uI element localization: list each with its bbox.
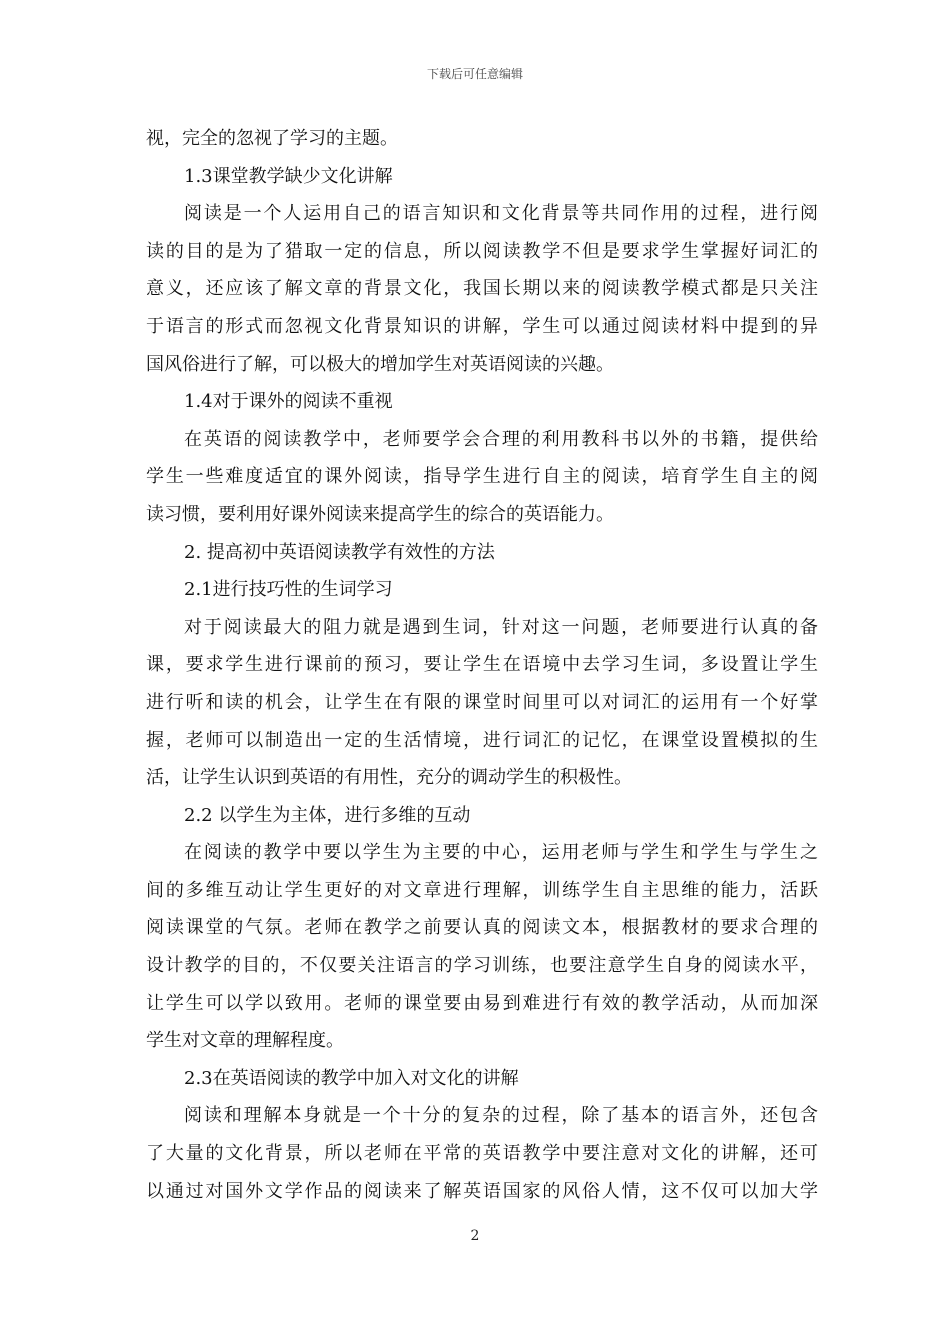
paragraph-line: 阅读和理解本身就是一个十分的复杂的过程，除了基本的语言外，还包含 (184, 1105, 818, 1127)
paragraph-line: 阅读课堂的气氛。老师在教学之前要认真的阅读文本，根据教材的要求合理的 (146, 917, 818, 939)
document-body (146, 120, 818, 1210)
paragraph-line: 对于阅读最大的阻力就是遇到生词，针对这一问题，老师要进行认真的备 (184, 616, 818, 638)
paragraph-line: 让学生可以学以致用。老师的课堂要由易到难进行有效的教学活动，从而加深 (146, 992, 818, 1014)
section-heading: 2.1进行技巧性的生词学习 (184, 579, 393, 601)
section-heading: 2.3在英语阅读的教学中加入对文化的讲解 (184, 1067, 519, 1089)
paragraph-line: 意义，还应该了解文章的背景文化，我国长期以来的阅读教学模式都是只关注 (146, 278, 818, 300)
section-heading: 2.2 以学生为主体，进行多维的互动 (184, 804, 471, 826)
section-heading: 2. 提高初中英语阅读教学有效性的方法 (184, 541, 495, 563)
paragraph-line: 间的多维互动让学生更好的对文章进行理解，训练学生自主思维的能力，活跃 (146, 879, 818, 901)
paragraph-line: 课，要求学生进行课前的预习，要让学生在语境中去学习生词，多设置让学生 (146, 654, 818, 676)
paragraph-line: 活，让学生认识到英语的有用性，充分的调动学生的积极性。 (146, 767, 632, 789)
paragraph-line: 以通过对国外文学作品的阅读来了解英语国家的风俗人情，这不仅可以加大学 (146, 1180, 818, 1202)
section-heading: 1.4对于课外的阅读不重视 (184, 391, 393, 413)
page-number: 2 (470, 1228, 480, 1244)
paragraph-line: 学生对文章的理解程度。 (146, 1030, 344, 1052)
paragraph-line: 设计教学的目的，不仅要关注语言的学习训练，也要注意学生自身的阅读水平， (146, 955, 818, 977)
paragraph-line: 读的目的是为了猎取一定的信息，所以阅读教学不但是要求学生掌握好词汇的 (146, 240, 818, 262)
paragraph-line: 国风俗进行了解，可以极大的增加学生对英语阅读的兴趣。 (146, 353, 614, 375)
paragraph-line: 视，完全的忽视了学习的主题。 (146, 128, 398, 149)
paragraph-line: 读习惯，要利用好课外阅读来提高学生的综合的英语能力。 (146, 503, 614, 525)
paragraph-line: 进行听和读的机会，让学生在有限的课堂时间里可以对词汇的运用有一个好掌 (146, 691, 818, 713)
paragraph-line: 在阅读的教学中要以学生为主要的中心，运用老师与学生和学生与学生之 (184, 842, 818, 864)
paragraph-line: 阅读是一个人运用自己的语言知识和文化背景等共同作用的过程，进行阅 (184, 203, 818, 225)
paragraph-line: 学生一些难度适宜的课外阅读，指导学生进行自主的阅读，培育学生自主的阅 (146, 466, 818, 488)
section-heading: 1.3课堂教学缺少文化讲解 (184, 165, 393, 187)
page-header: 下载后可任意编辑 (426, 67, 523, 81)
paragraph-line: 握，老师可以制造出一定的生活情境，进行词汇的记忆，在课堂设置模拟的生 (146, 729, 818, 751)
paragraph-line: 于语言的形式而忽视文化背景知识的讲解，学生可以通过阅读材料中提到的异 (146, 315, 818, 337)
paragraph-line: 了大量的文化背景，所以老师在平常的英语教学中要注意对文化的讲解，还可 (146, 1143, 818, 1165)
paragraph-line: 在英语的阅读教学中，老师要学会合理的利用教科书以外的书籍，提供给 (184, 428, 818, 450)
